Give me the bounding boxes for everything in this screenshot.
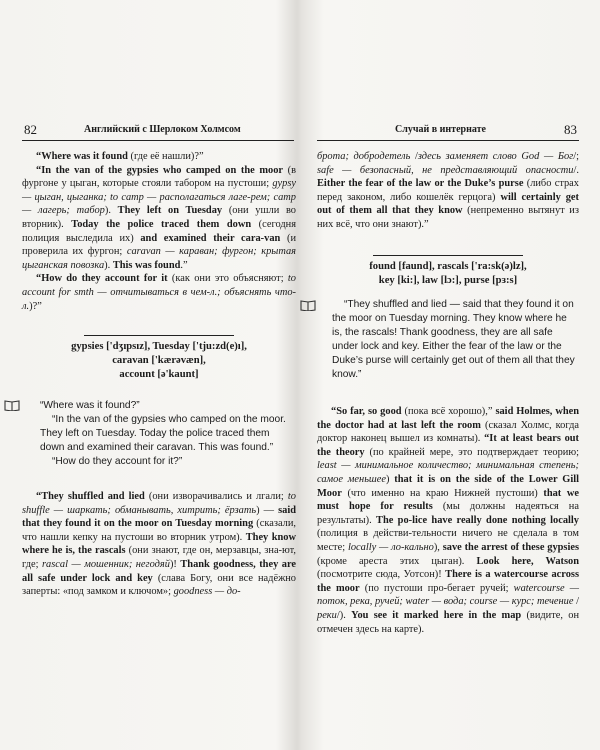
- left-page-header: [22, 120, 294, 141]
- running-title: Английский с Шерлоком Холмсом: [84, 124, 241, 135]
- page-number: 82: [24, 122, 37, 137]
- english-line: “Where was it found?”: [40, 400, 140, 411]
- running-title: Случай в интернате: [395, 124, 486, 135]
- right-page-body-2: [317, 405, 579, 636]
- book-icon: [300, 298, 316, 310]
- pronunciation-line: found [faund], rascals ['ra:sk(ə)lz],: [369, 261, 527, 272]
- divider: [84, 335, 234, 336]
- right-page-body: [317, 150, 579, 232]
- page-number: 83: [564, 122, 577, 137]
- pronunciation-line: caravan ['kærəvæn],: [112, 355, 206, 366]
- english-line: “How do they account for it?”: [52, 456, 183, 467]
- book-icon: [4, 398, 20, 410]
- pronunciation-line: account [ə'kaunt]: [119, 369, 199, 380]
- left-english-block: [40, 399, 296, 469]
- pronunciation-line: gypsies ['dʒıpsız], Tuesday ['tju:zd(e)ı],: [71, 341, 247, 352]
- left-page-body-2: [22, 490, 296, 599]
- divider: [373, 255, 523, 256]
- paragraph: “So far, so good (пока всё хорошо),” said Holmes, when the doctor had at last left the room (сказал Холмс, когда доктор наконец вышел из комнаты). “It at least bears out the theory (по крайней мере, это подтверждает теорию; least — минимальное количество; минимальная степень; самое меньшее) that it is on the side of the Lower Gill Moor (что именно на краю Нижней пустоши) that we must hope for results (мы должны надеяться на результаты). The po-lice have really done nothing locally (полиция в действи-тельности ничего не сделала в том месте; locally — ло-кально), save the arrest of these gypsies (кроме ареста этих цыган). Look here, Watson (посмотрите сюда, Уотсон)! There is a watercourse across the moor (по пустоши про-бегает ручей; watercourse — поток, река, ручей; water — вода; course — курс; течение /реки/). You see it marked here in the map (видите, он отмечен здесь на карте).: [317, 406, 580, 635]
- english-paragraph: “In the van of the gypsies who camped on the moor. They left on Tuesday. Today the police traced them down and examined their caravan. This was found.”: [40, 414, 286, 453]
- left-page-body: [22, 150, 296, 313]
- paragraph: “How do they account for it (как они это объясняют; to account for smth — отчитываться в чем-л.; объяснять что-л.)?”: [22, 273, 296, 312]
- left-vocab-box: [22, 335, 296, 382]
- paragraph: “They shuffled and lied (они изворачивались и лгали; to shuffle — шаркать; обманывать, хитрить; ёрзать) — said that they found it on the moor on Tuesday morning (сказали, что нашли кепку на пустоши во вторник утром). They know where he is, the rascals (они знают, где он, мерзавцы, зна-ют, где; rascal — мошенник; негодяй)! Thank goodness, they are all safe under lock and key (слава Богу, они все надёжно заперты: «под замком и ключом»; goodness — до-: [22, 491, 297, 598]
- english-paragraph: “They shuffled and lied — said that they found it on the moor on Tuesday morning. They know where he is, the rascals! Thank goodness, they are all safe under lock and key. Either the fear of the law or the Duke’s purse will certainly get out of them all that they know.”: [332, 299, 575, 380]
- paragraph: брота; добродетель /здесь заменяет слово God — Бог/; safe — безопасный, не представляющий опасности/. Either the fear of the law or the Duke’s purse (либо страх перед законом, либо кошелёк герцога) will certainly get out of them all that they know (непременно вытянут из них всё, что они знают).”: [317, 151, 579, 230]
- pronunciation-line: key [ki:], law [lɔ:], purse [pɜ:s]: [378, 275, 518, 286]
- paragraph: “Where was it found (где её нашли)?”: [36, 151, 204, 162]
- paragraph: “In the van of the gypsies who camped on the moor (в фургоне у цыган, которые стояли табором на пустоши; gypsy — цыган, цыганка; to camp — располагаться лаге-рем; camp — лагерь; табор). They left on Tuesday (они ушли во вторник). Today the police traced them down (сегодня полиция выследила их) and examined their cara-van (и проверила их фургон; caravan — караван; фургон; крытая цыганская повозка). This was found.”: [22, 164, 297, 271]
- right-vocab-box: [317, 255, 579, 288]
- right-page-header: [317, 120, 579, 141]
- right-english-block: [332, 298, 579, 382]
